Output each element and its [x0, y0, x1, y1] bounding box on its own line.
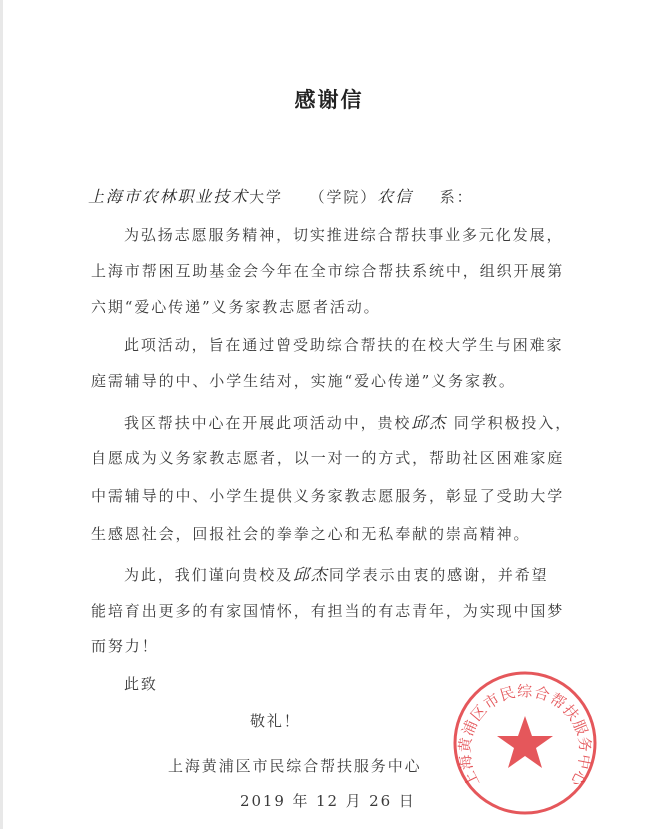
department-suffix: 系： — [439, 188, 474, 206]
paragraph-1-line: 为弘扬志愿服务精神，切实推进综合帮扶事业多元化发展， — [124, 226, 564, 244]
closing: 此致 — [124, 675, 158, 693]
page-edge — [0, 0, 3, 829]
paragraph-1-line: 上海市帮困互助基金会今年在全市综合帮扶系统中，组织开展第 — [91, 262, 565, 280]
letter-date: 2019 年 12 月 26 日 — [240, 792, 416, 810]
paragraph-2-line: 庭需辅导的中、小学生结对，实施“爱心传递”义务家教。 — [91, 372, 516, 390]
signature-org: 上海黄浦区市民综合帮扶服务中心 — [168, 757, 422, 775]
text: 同学积极投入， — [453, 414, 573, 432]
department-handwritten: 农信 — [377, 187, 414, 206]
school-handwritten: 上海市农林职业技术 — [88, 187, 250, 206]
star-icon — [497, 716, 553, 768]
paragraph-1-line: 六期“爱心传递”义务家教志愿者活动。 — [91, 298, 381, 316]
paragraph-3-line: 中需辅导的中、小学生提供义务家教志愿服务，彰显了受助大学 — [91, 487, 565, 505]
salutation — [88, 184, 474, 207]
paragraph-4-line: 能培育出更多的有家国情怀，有担当的有志青年，为实现中国梦 — [91, 602, 565, 620]
paragraph-4-line: 而努力！ — [91, 637, 159, 655]
student-name-handwritten: 邱杰 — [411, 413, 448, 432]
official-stamp — [450, 668, 600, 818]
regards: 敬礼！ — [250, 712, 301, 730]
paragraph-2-line: 此项活动，旨在通过曾受助综合帮扶的在校大学生与困难家 — [124, 336, 564, 354]
letter-title: 感谢信 — [294, 87, 364, 112]
text: 我区帮扶中心在开展此项活动中，贵校 — [124, 414, 412, 432]
paragraph-3-line: 自愿成为义务家教志愿者，以一对一的方式，帮助社区困难家庭 — [91, 449, 565, 467]
text: 为此，我们谨向贵校及 — [124, 566, 294, 584]
college-label: （学院） — [309, 188, 378, 206]
stamp-text: 上海黄浦区市民综合帮扶服务中心 — [455, 682, 595, 791]
paragraph-3-line: 生感恩社会，回报社会的拳拳之心和无私奉献的崇高精神。 — [91, 525, 531, 543]
paragraph-4-line — [124, 562, 549, 585]
school-suffix: 大学 — [249, 188, 283, 206]
paragraph-3-line — [124, 410, 572, 433]
text: 同学表示由衷的感谢，并希望 — [328, 566, 549, 584]
student-name-handwritten: 邱杰 — [293, 565, 329, 584]
